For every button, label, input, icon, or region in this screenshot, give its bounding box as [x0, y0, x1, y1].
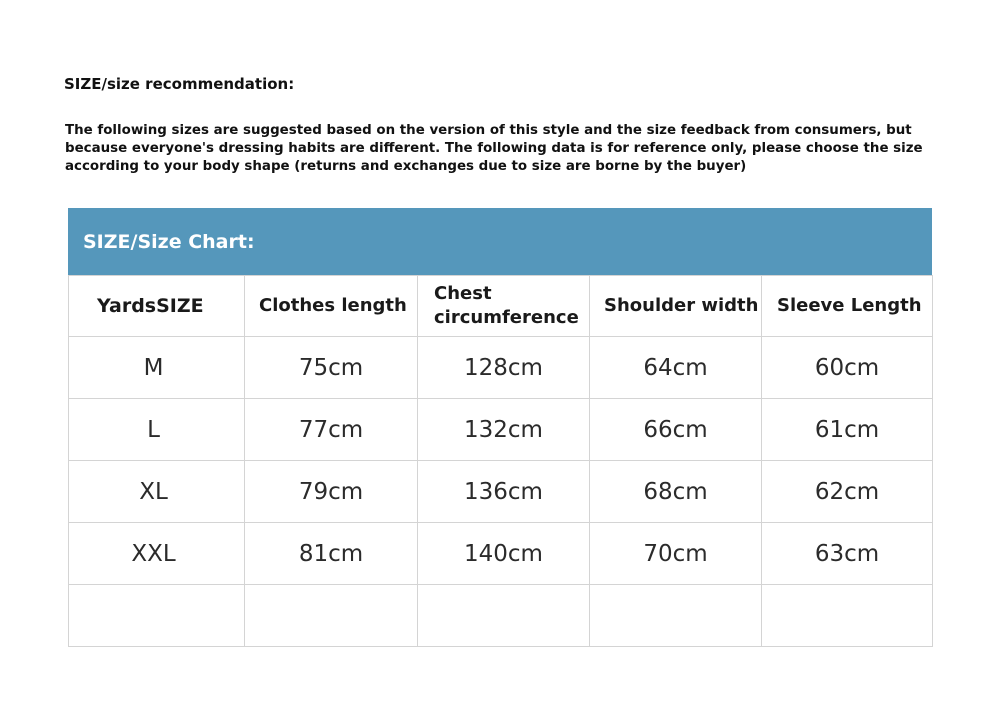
- clothes-length-cell: [245, 585, 418, 647]
- sleeve-cell: 63cm: [762, 523, 933, 585]
- size-table: [68, 275, 933, 647]
- table-row: [69, 461, 933, 523]
- sleeve-cell: 62cm: [762, 461, 933, 523]
- size-cell: L: [69, 399, 245, 461]
- sleeve-cell: [762, 585, 933, 647]
- size-cell: [69, 585, 245, 647]
- header-sleeve-length: Sleeve Length: [762, 276, 933, 337]
- size-cell: M: [69, 337, 245, 399]
- shoulder-cell: 68cm: [590, 461, 762, 523]
- size-chart-banner: [68, 208, 932, 275]
- chest-cell: 136cm: [418, 461, 590, 523]
- clothes-length-cell: 79cm: [245, 461, 418, 523]
- shoulder-cell: 64cm: [590, 337, 762, 399]
- size-recommendation-text: The following sizes are suggested based on the version of this style and the size feedback from consumers, but because everyone's dressing habits are different. The following data is for reference only, please choose the size according to your body shape (returns and exchanges due to size are borne by the buyer): [65, 123, 923, 174]
- clothes-length-cell: 75cm: [245, 337, 418, 399]
- header-shoulder-width: Shoulder width: [590, 276, 762, 337]
- chest-cell: 140cm: [418, 523, 590, 585]
- clothes-length-cell: 81cm: [245, 523, 418, 585]
- shoulder-cell: 70cm: [590, 523, 762, 585]
- shoulder-cell: [590, 585, 762, 647]
- table-header-row: [69, 276, 933, 337]
- table-row: [69, 399, 933, 461]
- header-size: YardsSIZE: [69, 276, 245, 337]
- chest-cell: 132cm: [418, 399, 590, 461]
- size-recommendation-heading: SIZE/size recommendation:: [64, 75, 295, 93]
- clothes-length-cell: 77cm: [245, 399, 418, 461]
- size-chart: [68, 208, 932, 647]
- size-cell: XL: [69, 461, 245, 523]
- header-chest-circumference: Chest circumference: [418, 276, 590, 337]
- table-row: [69, 337, 933, 399]
- size-chart-title: SIZE/Size Chart:: [83, 230, 255, 253]
- size-cell: XXL: [69, 523, 245, 585]
- sleeve-cell: 60cm: [762, 337, 933, 399]
- table-row-empty: [69, 585, 933, 647]
- sleeve-cell: 61cm: [762, 399, 933, 461]
- shoulder-cell: 66cm: [590, 399, 762, 461]
- chest-cell: [418, 585, 590, 647]
- header-clothes-length: Clothes length: [245, 276, 418, 337]
- table-row: [69, 523, 933, 585]
- chest-cell: 128cm: [418, 337, 590, 399]
